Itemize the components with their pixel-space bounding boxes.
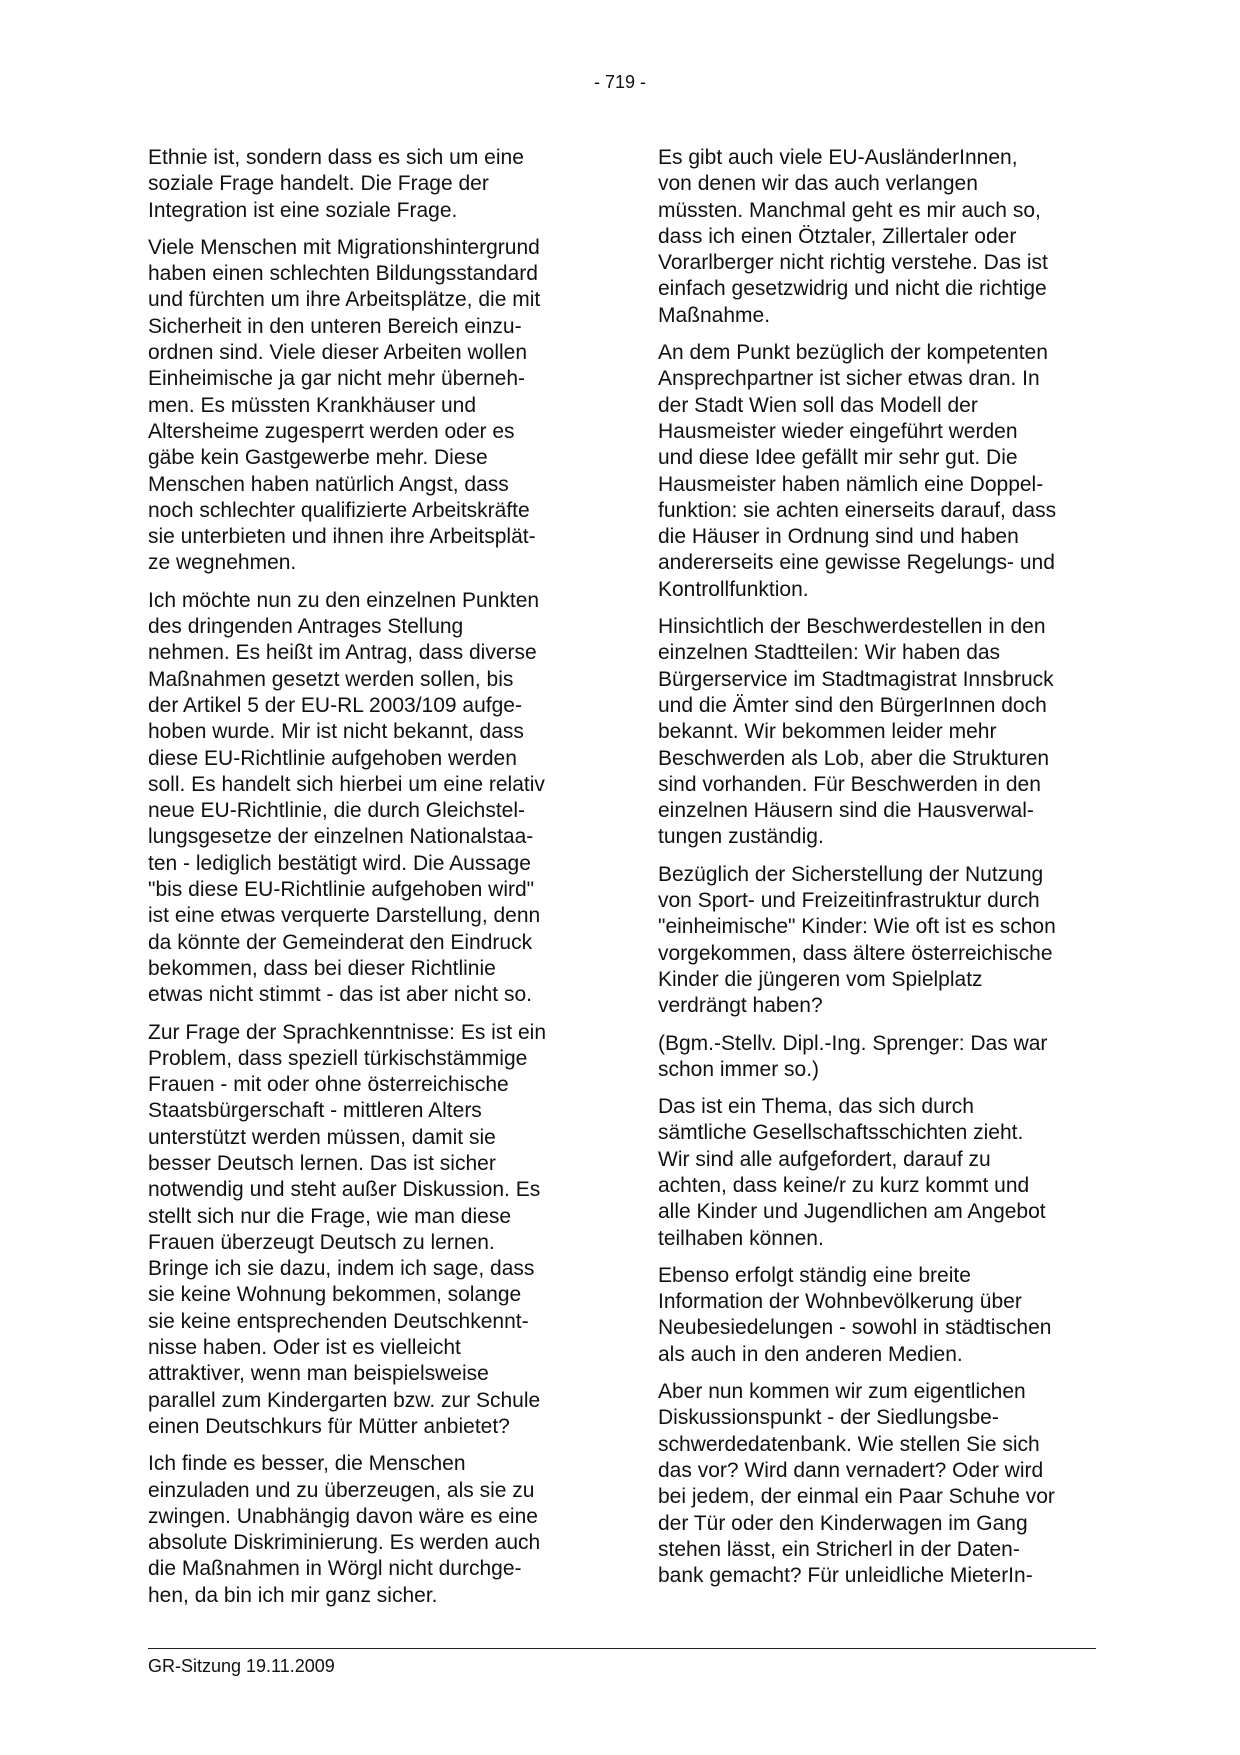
footer-divider [148, 1648, 1096, 1649]
interjection-paragraph: (Bgm.-Stellv. Dipl.-Ing. Sprenger: Das war schon immer so.) [658, 1031, 1048, 1081]
paragraph: Bezüglich der Sicherstellung der Nutzung von Sport- und Freizeitinfrastruktur durch "einheimische" Kinder: Wie oft ist es schon vorgekommen, dass ältere österreichische Kinder die jüngeren vom Spielplatz verdrängt haben? [658, 862, 1056, 1018]
paragraph: Viele Menschen mit Migrationshintergrund haben einen schlechten Bildungsstandard und fürchten um ihre Arbeitsplätze, die mit Sicherheit in den unteren Bereich einzu- ordnen sind. Viele dieser Arbeiten wollen Einheimische ja gar nicht mehr überneh- men. Es müssten Krankhäuser und Altersheime zugesperrt werden oder es gäbe kein Gastgewerbe mehr. Diese Menschen haben natürlich Angst, dass noch schlechter qualifizierte Arbeitskräfte sie unterbieten und ihnen ihre Arbeitsplät- ze wegnehmen. [148, 235, 541, 575]
page-number: - 719 - [593, 72, 647, 92]
paragraph: Hinsichtlich der Beschwerdestellen in den einzelnen Stadtteilen: Wir haben das Bürgerservice im Stadtmagistrat Innsbruck und die Ämter sind den BürgerInnen doch bekannt. Wir bekommen leider mehr Beschwerden als Lob, aber die Strukturen sind vorhanden. Für Beschwerden in den einzelnen Häusern sind die Hausverwal- tungen zuständig. [658, 615, 1054, 849]
paragraph: Ebenso erfolgt ständig eine breite Information der Wohnbevölkerung über Neubesiedelungen - sowohl in städtischen als auch in den anderen Medien. [658, 1263, 1052, 1366]
paragraph: Ich finde es besser, die Menschen einzuladen und zu überzeugen, als sie zu zwingen. Unabhängig davon wäre es eine absolute Diskriminierung. Es werden auch die Maßnahmen in Wörgl nicht durchge- hen, da bin ich mir ganz sicher. [148, 1452, 541, 1607]
paragraph: Aber nun kommen wir zum eigentlichen Diskussionspunkt - der Siedlungsbe- schwerdedatenbank. Wie stellen Sie sich das vor? Wird dann vernadert? Oder wird bei jedem, der einmal ein Paar Schuhe vor der Tür oder den Kinderwagen im Gang stehen lässt, ein Stricherl in der Daten- bank gemacht? Für unleidliche MieterIn- [658, 1380, 1055, 1588]
paragraph: Zur Frage der Sprachkenntnisse: Es ist ein Problem, dass speziell türkischstämmige Frauen - mit oder ohne österreichische Staatsbürgerschaft - mittleren Alters unterstützt werden müssen, damit sie besser Deutsch lernen. Das ist sicher notwendig und steht außer Diskussion. Es stellt sich nur die Frage, wie man diese Frauen überzeugt Deutsch zu lernen. Bringe ich sie dazu, indem ich sage, dass sie keine Wohnung bekommen, solange sie keine entsprechenden Deutschkennt- nisse haben. Oder ist es vielleicht attraktiver, wenn man beispielsweise parallel zum Kindergarten bzw. zur Schule einen Deutschkurs für Mütter anbietet? [148, 1020, 547, 1438]
right-column [658, 145, 1098, 1600]
footer-session-date: GR-Sitzung 19.11.2009 [148, 1656, 335, 1676]
paragraph: Es gibt auch viele EU-AusländerInnen, von denen wir das auch verlangen müssten. Manchmal geht es mir auch so, dass ich einen Ötztaler, Zillertaler oder Vorarlberger nicht richtig verstehe. Das ist einfach gesetzwidrig und nicht die richtige Maßnahme. [658, 146, 1048, 327]
paragraph: Ich möchte nun zu den einzelnen Punkten des dringenden Antrages Stellung nehmen. Es heißt im Antrag, dass diverse Maßnahmen gesetzt werden sollen, bis der Artikel 5 der EU-RL 2003/109 aufge- hoben wurde. Mir ist nicht bekannt, dass diese EU-Richtlinie aufgehoben werden soll. Es handelt sich hierbei um eine relativ neue EU-Richtlinie, die durch Gleichstel- lungsgesetze der einzelnen Nationalstaa- ten - lediglich bestätigt wird. Die Aussage "bis diese EU-Richtlinie aufgehoben wird" ist eine etwas verquerte Darstellung, denn da könnte der Gemeinderat den Eindruck bekommen, dass bei dieser Richtlinie etwas nicht stimmt - das ist aber nicht so. [148, 588, 545, 1007]
left-column [148, 145, 588, 1620]
paragraph: Ethnie ist, sondern dass es sich um eine soziale Frage handelt. Die Frage der Integration ist eine soziale Frage. [148, 146, 524, 222]
paragraph: An dem Punkt bezüglich der kompetenten Ansprechpartner ist sicher etwas dran. In der Stadt Wien soll das Modell der Hausmeister wieder eingeführt werden und diese Idee gefällt mir sehr gut. Die Hausmeister haben nämlich eine Doppel- funktion: sie achten einerseits darauf, dass die Häuser in Ordnung sind und haben andererseits eine gewisse Regelungs- und Kontrollfunktion. [658, 341, 1057, 601]
paragraph: Das ist ein Thema, das sich durch sämtliche Gesellschaftsschichten zieht. Wir sind alle aufgefordert, darauf zu achten, dass keine/r zu kurz kommt und alle Kinder und Jugendlichen am Angebot teilhaben können. [658, 1095, 1046, 1250]
